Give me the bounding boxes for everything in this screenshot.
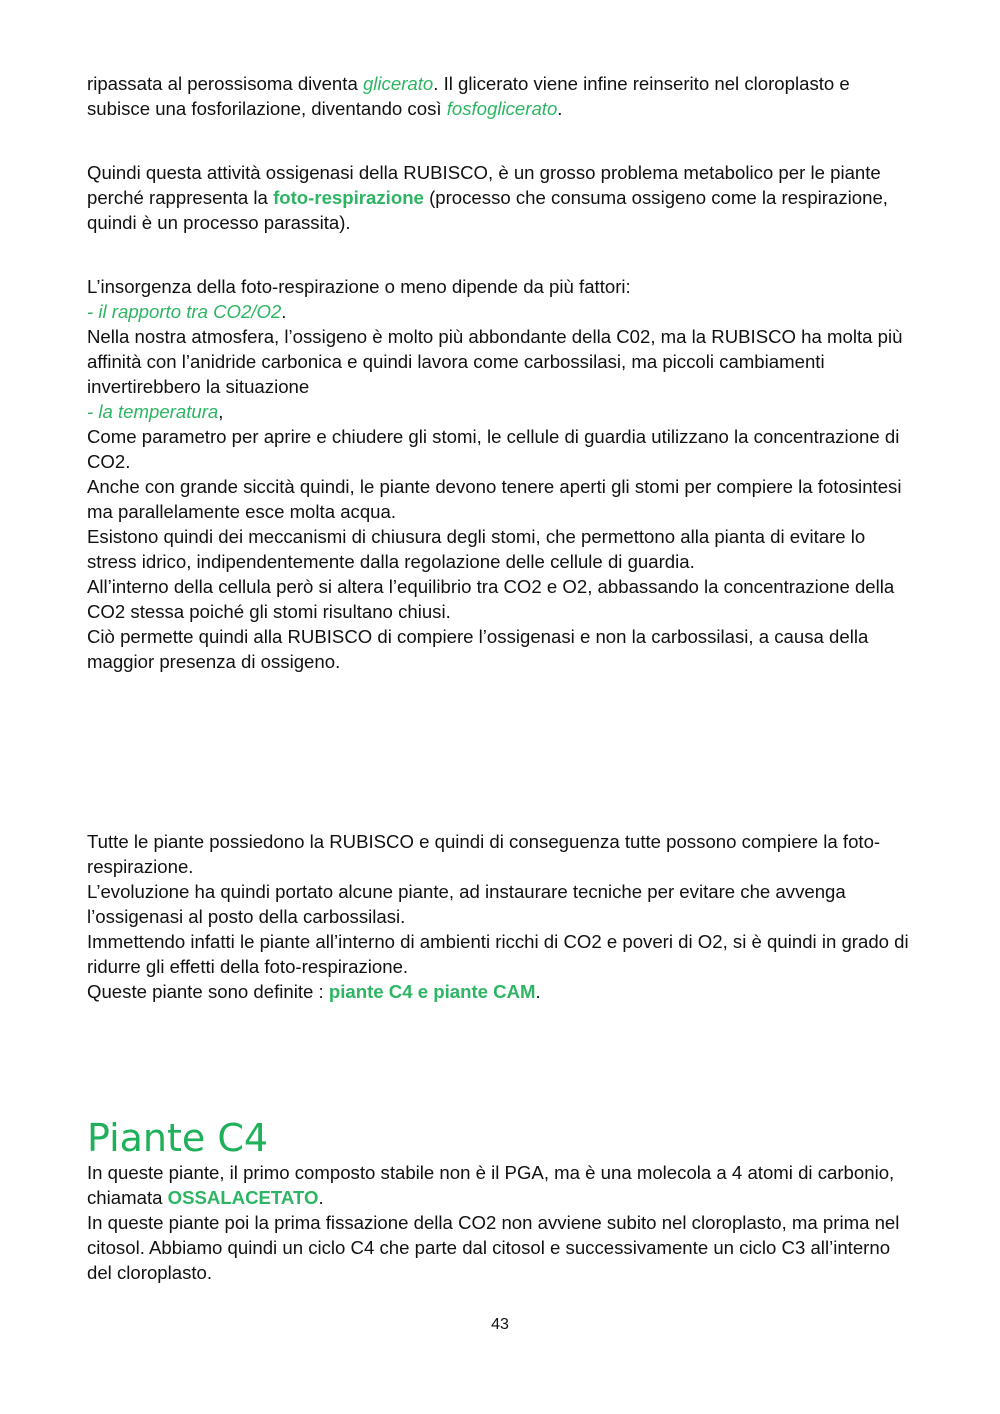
factor-2-text: Anche con grande siccità quindi, le piante devono tenere aperti gli stomi per compiere la fotosintesi ma parallelamente esce molta acqua.: [87, 476, 902, 522]
factor-1-text: Nella nostra atmosfera, l’ossigeno è molto più abbondante della C02, ma la RUBISCO ha molta più affinità con l’anidride carbonica e quindi lavora come carbossilasi, ma piccoli cambiamenti invertirebbero la situazione: [87, 326, 903, 397]
factor-1-end: .: [281, 301, 287, 322]
section-text-2: .: [318, 1187, 324, 1208]
page-number: 43: [491, 1316, 509, 1333]
p2-text-1: Quindi questa attività ossigenasi della RUBISCO, è un grosso problema metabolico per le piante perché rappresenta la: [87, 162, 881, 208]
intro-text-2: . Il glicerato viene infine reinserito nel cloroplasto e subisce una fosforilazione, diventando così: [87, 73, 850, 119]
page-content: [87, 71, 917, 1285]
conclusion-text-2: .: [535, 981, 541, 1002]
evolution-text: Immettendo infatti le piante all’interno di ambienti ricchi di CO2 e poveri di O2, si è quindi in grado di ridurre gli effetti della foto-respirazione.: [87, 931, 909, 977]
term-ossalacetato: OSSALACETATO: [167, 1187, 319, 1208]
term-piante-c4-cam: piante C4 e piante CAM: [328, 981, 536, 1002]
term-glicerato: glicerato: [362, 73, 434, 94]
factor-2-label: - la temperatura: [87, 401, 219, 422]
factor-1-label: - il rapporto tra CO2/O2: [87, 301, 282, 322]
intro-text-1: ripassata al perossisoma diventa: [87, 73, 363, 94]
conclusion-text-1: Queste piante sono definite :: [87, 981, 329, 1002]
factor-2-text: Esistono quindi dei meccanismi di chiusura degli stomi, che permettono alla pianta di evitare lo stress idrico, indipendentemente dalla regolazione delle cellule di guardia.: [87, 526, 866, 572]
spacer: [87, 121, 917, 160]
factor-1-line: [87, 299, 917, 324]
p2-text-2: (processo che consuma ossigeno come la respirazione, quindi è un processo parassita).: [87, 187, 888, 233]
factors-lead: L’insorgenza della foto-respirazione o meno dipende da più fattori:: [87, 276, 631, 297]
intro-text-3: .: [557, 98, 563, 119]
factor-2-text: Ciò permette quindi alla RUBISCO di compiere l’ossigenasi e non la carbossilasi, a causa della maggior presenza di ossigeno.: [87, 626, 869, 672]
section-heading: Piante C4: [87, 1116, 269, 1160]
spacer: [87, 674, 917, 829]
term-fosfoglicerato: fosfoglicerato: [446, 98, 558, 119]
evolution-conclusion: [87, 979, 917, 1004]
section-paragraph-2: In queste piante poi la prima fissazione della CO2 non avviene subito nel cloroplasto, ma prima nel citosol. Abbiamo quindi un ciclo C4 che parte dal citosol e successivamente un ciclo C3 all’interno del cloroplasto.: [87, 1212, 900, 1283]
spacer: [87, 1004, 917, 1116]
intro-paragraph: [87, 71, 917, 121]
factor-2-text: All’interno della cellula però si altera l’equilibrio tra CO2 e O2, abbassando la concentrazione della CO2 stessa poiché gli stomi risultano chiusi.: [87, 576, 895, 622]
section-text-1: In queste piante, il primo composto stabile non è il PGA, ma è una molecola a 4 atomi di carbonio, chiamata: [87, 1162, 895, 1208]
photorespiration-paragraph: [87, 160, 917, 235]
section-paragraph-1: [87, 1160, 917, 1210]
evolution-text: L’evoluzione ha quindi portato alcune piante, ad instaurare tecniche per evitare che avvenga l’ossigenasi al posto della carbossilasi.: [87, 881, 846, 927]
spacer: [87, 235, 917, 274]
factor-2-end: ,: [218, 401, 224, 422]
term-foto-respirazione: foto-respirazione: [273, 187, 424, 208]
factor-2-line: [87, 399, 917, 424]
factor-2-text: Come parametro per aprire e chiudere gli stomi, le cellule di guardia utilizzano la concentrazione di CO2.: [87, 426, 900, 472]
evolution-text: Tutte le piante possiedono la RUBISCO e quindi di conseguenza tutte possono compiere la foto-respirazione.: [87, 831, 881, 877]
